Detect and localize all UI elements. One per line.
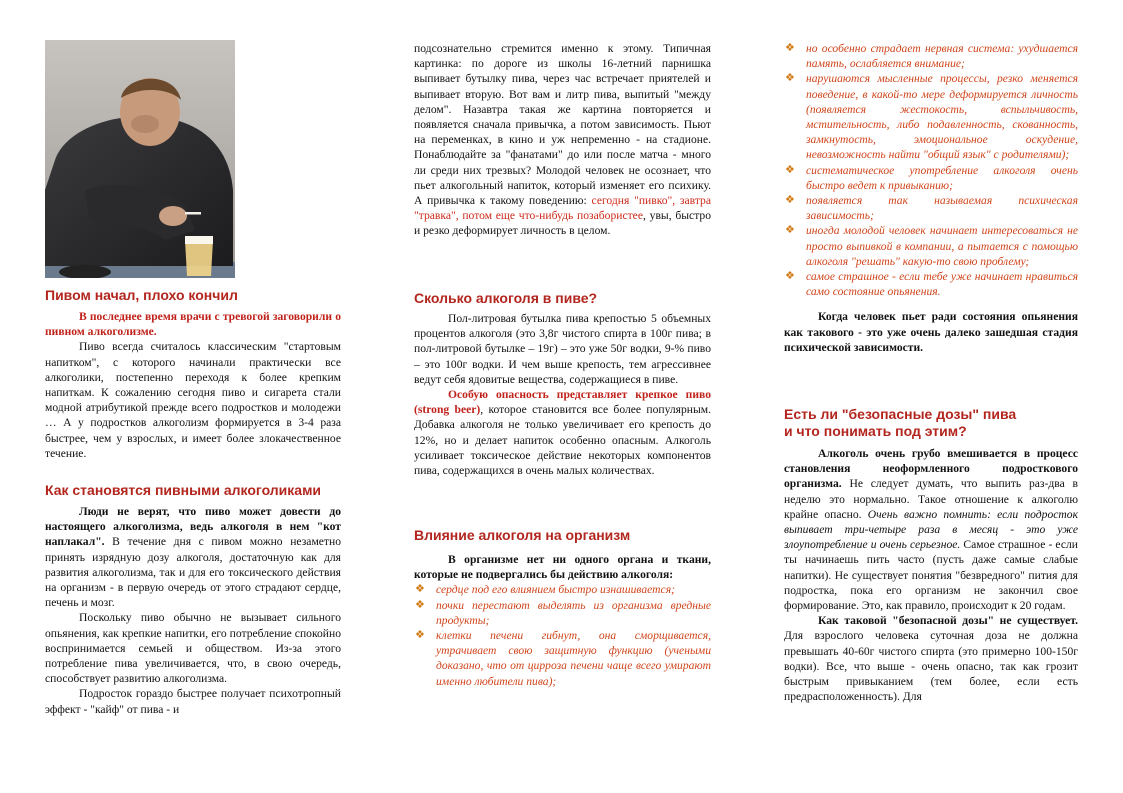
teen-organism-end: Самое страшное - если ты начинаешь пить часто (пусть даже самые слабые напитки). Не существует понятия "безвредного" пития для подростка, пока его организм не закончил свое формирование. Это, как правило, происходит к 20 годам. <box>784 538 1079 613</box>
important-remember-italic: Очень важно помнить: если подросток выпивает три-четыре раза в месяц - это уже злоупотребление и очень серьезное. <box>784 507 1078 552</box>
teen-effect-paragraph: Подросток гораздо быстрее получает психотропный эффект - "кайф" от пива - и <box>45 687 341 716</box>
strong-beer-red: Особую опасность представляет крепкое пиво (strong beer) <box>414 388 711 417</box>
list-item: ❖ появляется так называемая психическая зависимость; <box>785 194 1078 223</box>
diamond-bullet-icon: ❖ <box>785 224 795 237</box>
no-safe-dose-paragraph <box>784 613 1078 704</box>
section-heading-how-alcoholics: Как становятся пивными алкоголиками <box>45 482 322 498</box>
teen-drinking-photo <box>45 40 235 278</box>
subconscious-end: , увы, быстро и резко деформирует личность в целом. <box>414 209 711 238</box>
section-heading-safe-doses <box>784 406 1078 440</box>
diamond-bullet-icon: ❖ <box>415 598 425 611</box>
teen-organism-paragraph <box>784 446 1078 613</box>
diamond-bullet-icon: ❖ <box>785 163 795 176</box>
intro-warning-paragraph: В последнее время врачи с тревогой заговорили о пивном алкоголизме. <box>45 310 341 339</box>
teen-organism-rest: Не следует думать, что выпить раз-два в неделю это нормально. Такое отношение к алкоголю крайне опасно. <box>784 477 1078 521</box>
diamond-bullet-icon: ❖ <box>785 42 795 54</box>
list-item: ❖ систематическое употребление алкоголя очень быстро ведет к привыканию; <box>785 163 1078 192</box>
beer-weed-red-text: сегодня "пивко", завтра "травка", потом еще что-нибудь позабористее <box>414 194 711 223</box>
diamond-bullet-icon: ❖ <box>785 194 795 207</box>
dependence-stage-paragraph: Когда человек пьет ради состояния опьянения как такового - это уже очень далеко зашедшая стадия психической зависимости. <box>784 310 1078 354</box>
diamond-bullet-icon: ❖ <box>785 270 795 283</box>
consumption-paragraph: Поскольку пиво обычно не вызывает сильного опьянения, как крепкие напитки, его потребление спокойно воспринимается семьей и обществом. Из-за этого потребление пива увеличивается, что, в свою очередь, способствует развитию алкоголизма. <box>45 611 341 686</box>
strong-beer-paragraph <box>414 387 711 478</box>
diamond-bullet-icon: ❖ <box>785 72 795 85</box>
starter-drink-paragraph: Пиво всегда считалось классическим "стартовым напитком", с которого начинали практически все алкоголики, постепенно переходя к более крепким напиткам. К сожалению сегодня пиво и сигарета стали модной атрибутикой прежде всего подростков и молодежи … А у подростков алкоголизм формируется в 3-4 раза быстрее, чем у взрослых, и имеет более злокачественное течение. <box>45 340 341 460</box>
list-item: ❖ клетки печени гибнут, она сморщивается, утрачивает свою защитную функцию (учеными доказано, что от цирроза печени чаще всего умирают именно любители пива); <box>415 629 711 688</box>
list-item: ❖ но особенно страдает нервная система: ухудшается память, ослабляется внимание; <box>785 42 1078 71</box>
people-dont-believe-rest: В течение дня с пивом можно незаметно принять изрядную дозу алкоголя, достаточную как для развития алкоголизма, так и для его токсического действия на организм - в первую очередь от этого страдают сердце, печень и мозг. <box>45 535 341 610</box>
people-dont-believe-paragraph <box>45 504 341 610</box>
nervous-effects-list <box>784 41 1078 299</box>
safe-doses-line1: Есть ли "безопасные дозы" пива <box>784 406 1017 422</box>
list-item: ❖ иногда молодой человек начинает интересоваться не просто выпивкой в компании, а пытается с помощью алкоголя "решать" какую-то свою проблему; <box>785 224 1078 268</box>
organ-effects-list <box>414 582 711 688</box>
diamond-bullet-icon: ❖ <box>415 629 425 642</box>
subconscious-text: подсознательно стремится именно к этому. Типичная картинка: по дороге из школы 16-летний парнишка выпивает бутылку пива, через час встречает приятелей и выпивает вторую. Вот вам и литр пива, выпитый "между делом". Назавтра такая же картина повторяется и появляется сначала привычка, а потом зависимость. Пьют на переменках, в кино и уж непременно - на стадионе. Понаблюдайте за "фанатами" до или после матча - много ли среди них трезвых? Молодой человек не осознает, что пьет алкогольный напиток, который изменяет его психику. А привычка к такому поведению: <box>414 42 711 208</box>
teen-organism-bold: Алкоголь очень грубо вмешивается в процесс становления неоформленного подросткового организма. <box>784 447 1078 491</box>
section-heading-alcohol-in-beer: Сколько алкоголя в пиве? <box>414 290 598 306</box>
no-safe-dose-rest: Для взрослого человека суточная доза не должна превышать 40-60г чистого спирта (это примерно 100-150г водки). Все, что выше - очень опасно, так как грозит быстрым привыканием (тем более, если есть предрасположенность). Для <box>784 629 1078 704</box>
no-safe-dose-bold: Как таковой "безопасной дозы" не существует. <box>818 614 1078 628</box>
subconscious-paragraph <box>414 41 711 239</box>
list-item: ❖ почки перестают выделять из организма вредные продукты; <box>415 598 711 627</box>
list-item: ❖ сердце под его влиянием быстро изнашивается; <box>415 583 675 597</box>
diamond-bullet-icon: ❖ <box>415 583 425 596</box>
section-heading-beer-start: Пивом начал, плохо кончил <box>45 287 238 303</box>
no-organ-paragraph: В организме нет ни одного органа и ткани, которые не подвергались бы действию алкоголя: <box>414 553 711 582</box>
section-heading-effect-on-body: Влияние алкоголя на организм <box>414 527 631 543</box>
list-item: ❖ нарушаются мысленные процессы, резко меняется поведение, в какой-то мере деформируется личность (появляется жестокость, вспыльчивость, мстительность, либо подавленность, скованность, замкнутость, эмоциональное оскудение, невозможность найти "общий язык" с родителями); <box>785 72 1078 162</box>
people-dont-believe-bold: Люди не верят, что пиво может довести до настоящего алкоголизма, ведь алкоголя в нем "кот наплакал". <box>45 505 341 549</box>
strong-beer-rest: , которое становится все более популярным. Добавка алкоголя не только увеличивает его крепость до 12%, но и делает напиток особенно опасным. Алкоголь усиливает токсическое действие некоторых компонентов пива, содержащихся в очень малых количествах. <box>414 403 711 478</box>
safe-doses-line2: и что понимать под этим? <box>784 423 967 439</box>
list-item: ❖ самое страшное - если тебе уже начинает нравиться само состояние опьянения. <box>785 270 1078 299</box>
bottle-strength-paragraph: Пол-литровая бутылка пива крепостью 5 объемных процентов алкоголя (это 3,8г чистого спирта в 100г пива; в пол-литровой бутылке – 19г) – это уже 50г водки, 9-% пиво – это 100г водки. И чем выше крепость, тем агрессивнее ведут себя ядовитые вещества, содержащиеся в пиве. <box>414 312 711 386</box>
